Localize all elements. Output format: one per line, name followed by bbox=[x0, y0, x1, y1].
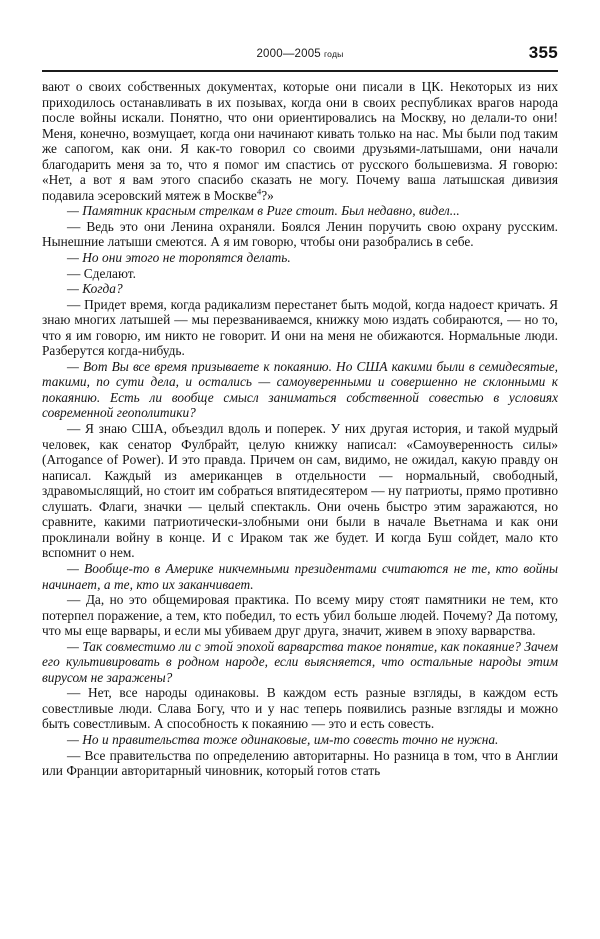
paragraph-continuation bbox=[42, 79, 558, 203]
running-head-years: 2000—2005 bbox=[256, 48, 321, 60]
running-head bbox=[42, 43, 558, 70]
dialogue-answer: — Сделают. bbox=[67, 265, 136, 281]
paragraph-text: вают о своих собственных документах, которые они писали в ЦК. Некоторых из них приходилось останавливать в их позывах, когда они в своих республиках врагов народа после войны искали. Понятно, что они ориентировались на Москву, но делали-то они! Меня, конечно, возмущает, когда они начинают кивать только на нас. Мы были под таким же сапогом, как они. Я как-то говорил со своими друзьями-латышами, они начали благодарить меня за то, что я помог им спастись от русского большевизма. Я говорю: «Нет, а вот я вам этого спасибо сказать не могу. Почему ваша латышская дивизия подавила эсеровский мятеж в Москве bbox=[42, 79, 558, 203]
dialogue-question: — Но они этого не торопятся делать. bbox=[67, 250, 291, 266]
text-column bbox=[42, 79, 558, 779]
paragraph-text-tail: ?» bbox=[261, 187, 274, 203]
header-rule bbox=[42, 70, 558, 72]
dialogue-question: — Когда? bbox=[67, 281, 123, 297]
dialogue-answer: — Ведь это они Ленина охраняли. Боялся Ленин поручить свою охрану русским. Нынешние латыши смеются. А я им говорю, чтобы они разобрались в себе. bbox=[42, 218, 558, 250]
dialogue-question: — Вот Вы все время призываете к покаянию. Но США какими были в семидесятые, такими, по сути дела, и остались — самоуверенными и совершенно не склонными к покаянию. Есть ли вообще смысл заниматься собственной совестью в условиях современной геополитики? bbox=[42, 358, 558, 421]
dialogue-question: — Но и правительства тоже одинаковые, им-то совесть точно не нужна. bbox=[67, 731, 499, 747]
dialogue-question: — Так совместимо ли с этой эпохой варварства такое понятие, как покаяние? Зачем его культивировать в родном народе, если выясняется, что остальные народы этим вирусом не заражены? bbox=[42, 638, 558, 685]
dialogue-answer: — Нет, все народы одинаковы. В каждом есть разные взгляды, в каждом есть совестливые люди. Слава Богу, что и у нас теперь появились разные взгляды и можно быть совестливым. А способность к покаянию — это и есть совесть. bbox=[42, 685, 558, 732]
page-number: 355 bbox=[528, 43, 558, 62]
running-head-word: годы bbox=[324, 49, 344, 59]
running-head-title bbox=[42, 48, 558, 60]
dialogue-answer: — Да, но это общемировая практика. По всему миру стоят памятники не тем, кто потерпел поражение, а тем, кто победил, то есть убил больше людей. Почему? Да потому, что мы еще варвары, и если мы убиваем друг друга, значит, живем в эпоху варварства. bbox=[42, 592, 558, 639]
dialogue-question: — Памятник красным стрелкам в Риге стоит. Был недавно, видел... bbox=[67, 203, 460, 219]
footnote-marker: 4 bbox=[256, 186, 262, 197]
dialogue-answer: — Придет время, когда радикализм перестанет быть модой, когда надоест кричать. Я знаю многих латышей — мы перезваниваемся, книжку мою издать собираются, — но то, что я им говорю, им никто не говорит. И они на меня не обижаются. Нормальные люди. Разберутся когда-нибудь. bbox=[42, 296, 558, 359]
dialogue-question: — Вообще-то в Америке никчемными президентами считаются не те, кто войны начинает, а те, кто их заканчивает. bbox=[42, 560, 558, 592]
dialogue-answer: — Я знаю США, объездил вдоль и поперек. У них другая история, и такой мудрый человек, как сенатор Фулбрайт, целую книжку написал: «Самоуверенность силы» (Arrogance of Power). И это правда. Причем он сам, видимо, не ожидал, какую правду он написал. Каждый из американцев в отдельности — нормальный, свободный, здравомыслящий, но стоит им собраться впятидесятером — ну патриоты, прямо противно слушать. Флаги, значки — целый спектакль. Они очень быстро этим заражаются, но сравните, какими патриотически-злобными они были в начале Вьетнама и как они проклинали войну в конце. И с Ираком так же будет. И когда Буш сойдет, мало кто вспомнит о нем. bbox=[42, 421, 558, 561]
dialogue-answer: — Все правительства по определению авторитарны. Но разница в том, что в Англии или Франции авторитарный чиновник, который готов стать bbox=[42, 747, 558, 779]
